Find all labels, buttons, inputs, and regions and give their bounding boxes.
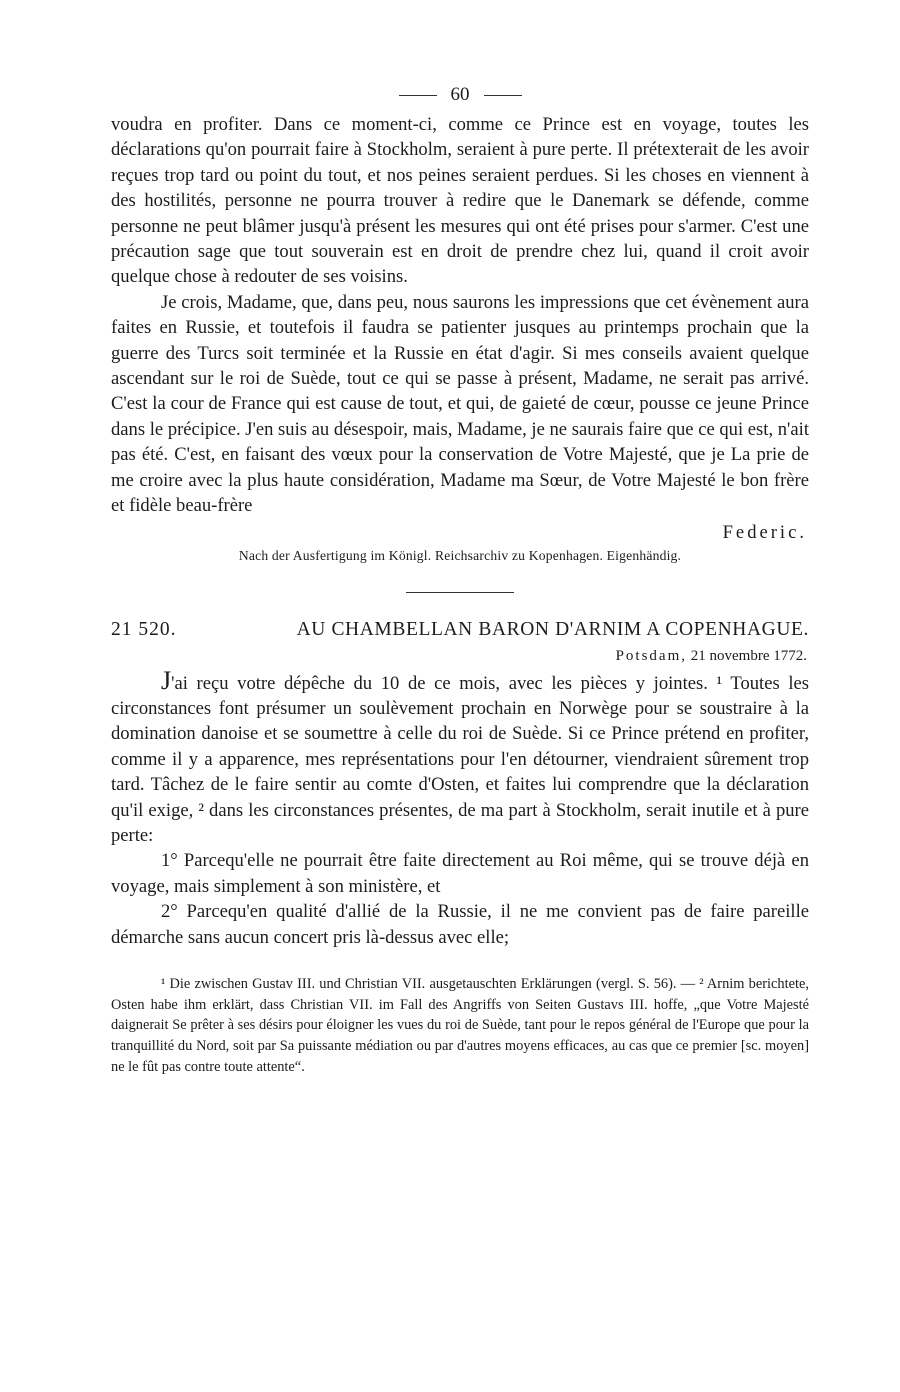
footnote-text: ¹ Die zwischen Gustav III. und Christian VII. ausgetauschten Erklärungen (vergl. S. 56). — ² Arnim berichtete, Osten habe ihm erklärt, dass Christian VII. im Fall des Angriffs von Seiten Gustavs III. hoffe, „que Votre Majesté daignerait Se prêter à ses désirs pour éloigner les vues du roi de Suède, tant pour le repos général de l'Europe que pour la tranquillité du Nord, soit par Sa puissante médiation ou par d'autres moyens efficaces, au cas que ce premier [sc. moyen] ne le fût pas contre toute attente“. [111, 975, 809, 1075]
continuation-paragraph-1: voudra en profiter. Dans ce moment-ci, comme ce Prince est en voyage, toutes les déclarations qu'on pourrait faire à Stockholm, seraient à pure perte. Il prétexterait de les avoir reçues trop tard ou point du tout, et nos peines seraient perdues. Si les choses en viennent à des hostilités, personne ne pourra trouver à redire que le Danemark se défende, comme personne ne peut blâmer jusqu'à présent les mesures qui ont été prises pour s'armer. C'est une précaution sage que tout souverain est en droit de prendre chez lui, quand il croit avoir quelque chose à redouter de ses voisins. [111, 114, 809, 288]
letter-paragraph-1-text: 'ai reçu votre dépêche du 10 de ce mois, avec les pièces y jointes. ¹ Toutes les circonstances font présumer un soulèvement prochain en Norwège pour se soustraire à la domination danoise et se soumettre à celle du roi de Suède. Si ce Prince prétend en profiter, comme il y a apparence, mes représentations pour l'en détourner, viendraient sûrement trop tard. Tâchez de le faire sentir au comte d'Osten, et faites lui comprendre que la déclaration qu'il exige, ² dans les circonstances présentes, de ma part à Stockholm, serait inutile et à pure perte: [111, 672, 809, 846]
header-rule-left [399, 95, 437, 96]
footnotes [111, 974, 809, 1078]
letter-title: AU CHAMBELLAN BARON D'ARNIM A COPENHAGUE. [296, 618, 809, 640]
letter-date: 21 novembre 1772. [690, 647, 807, 664]
letter-body [111, 665, 809, 950]
continuation-paragraph-2: Je crois, Madame, que, dans peu, nous saurons les impressions que cet évènement aura faites en Russie, et toutefois il faudra se patienter jusques au printemps prochain que la guerre des Turcs soit terminée et la Russie en état d'agir. Si mes conseils avaient quelque ascendant sur le roi de Suède, tout ce qui se passe à présent, Madame, ne serait pas arrivé. C'est la cour de France qui est cause de tout, et qui, de gaieté de cœur, pousse ce jeune Prince dans le précipice. J'en suis au désespoir, mais, Madame, je ne saurais faire que ce qui est, n'ait pas été. C'est, en faisant des vœux pour la conservation de Votre Majesté, que je La prie de me croire avec la plus haute considération, Madame ma Sœur, de Votre Majesté le bon frère et fidèle beau-frère [111, 291, 809, 517]
source-note: Nach der Ausfertigung im Königl. Reichsarchiv zu Kopenhagen. Eigenhändig. [238, 547, 682, 563]
letter-paragraph-1 [111, 665, 809, 849]
book-page [111, 82, 809, 1077]
previous-letter-continuation [111, 112, 809, 519]
letter-point-2: 2° Parcequ'en qualité d'allié de la Russie, il ne me convient pas de faire pareille démarche sans aucun concert pris là-dessus avec elle; [111, 901, 809, 948]
letter-number: 21 520. [111, 618, 177, 640]
letter-heading [111, 617, 809, 643]
signature: Federic. [722, 521, 807, 543]
letter-point-1: 1° Parcequ'elle ne pourrait être faite directement au Roi même, qui se trouve déjà en voyage, mais simplement à son ministère, et [111, 850, 809, 897]
letter-dateline [111, 643, 809, 669]
header-rule-right [484, 95, 522, 96]
letter-place: Potsdam, [615, 647, 688, 664]
section-divider [406, 592, 514, 593]
page-number: 60 [450, 84, 470, 105]
drop-initial: J [161, 665, 172, 695]
page-header [111, 82, 809, 108]
